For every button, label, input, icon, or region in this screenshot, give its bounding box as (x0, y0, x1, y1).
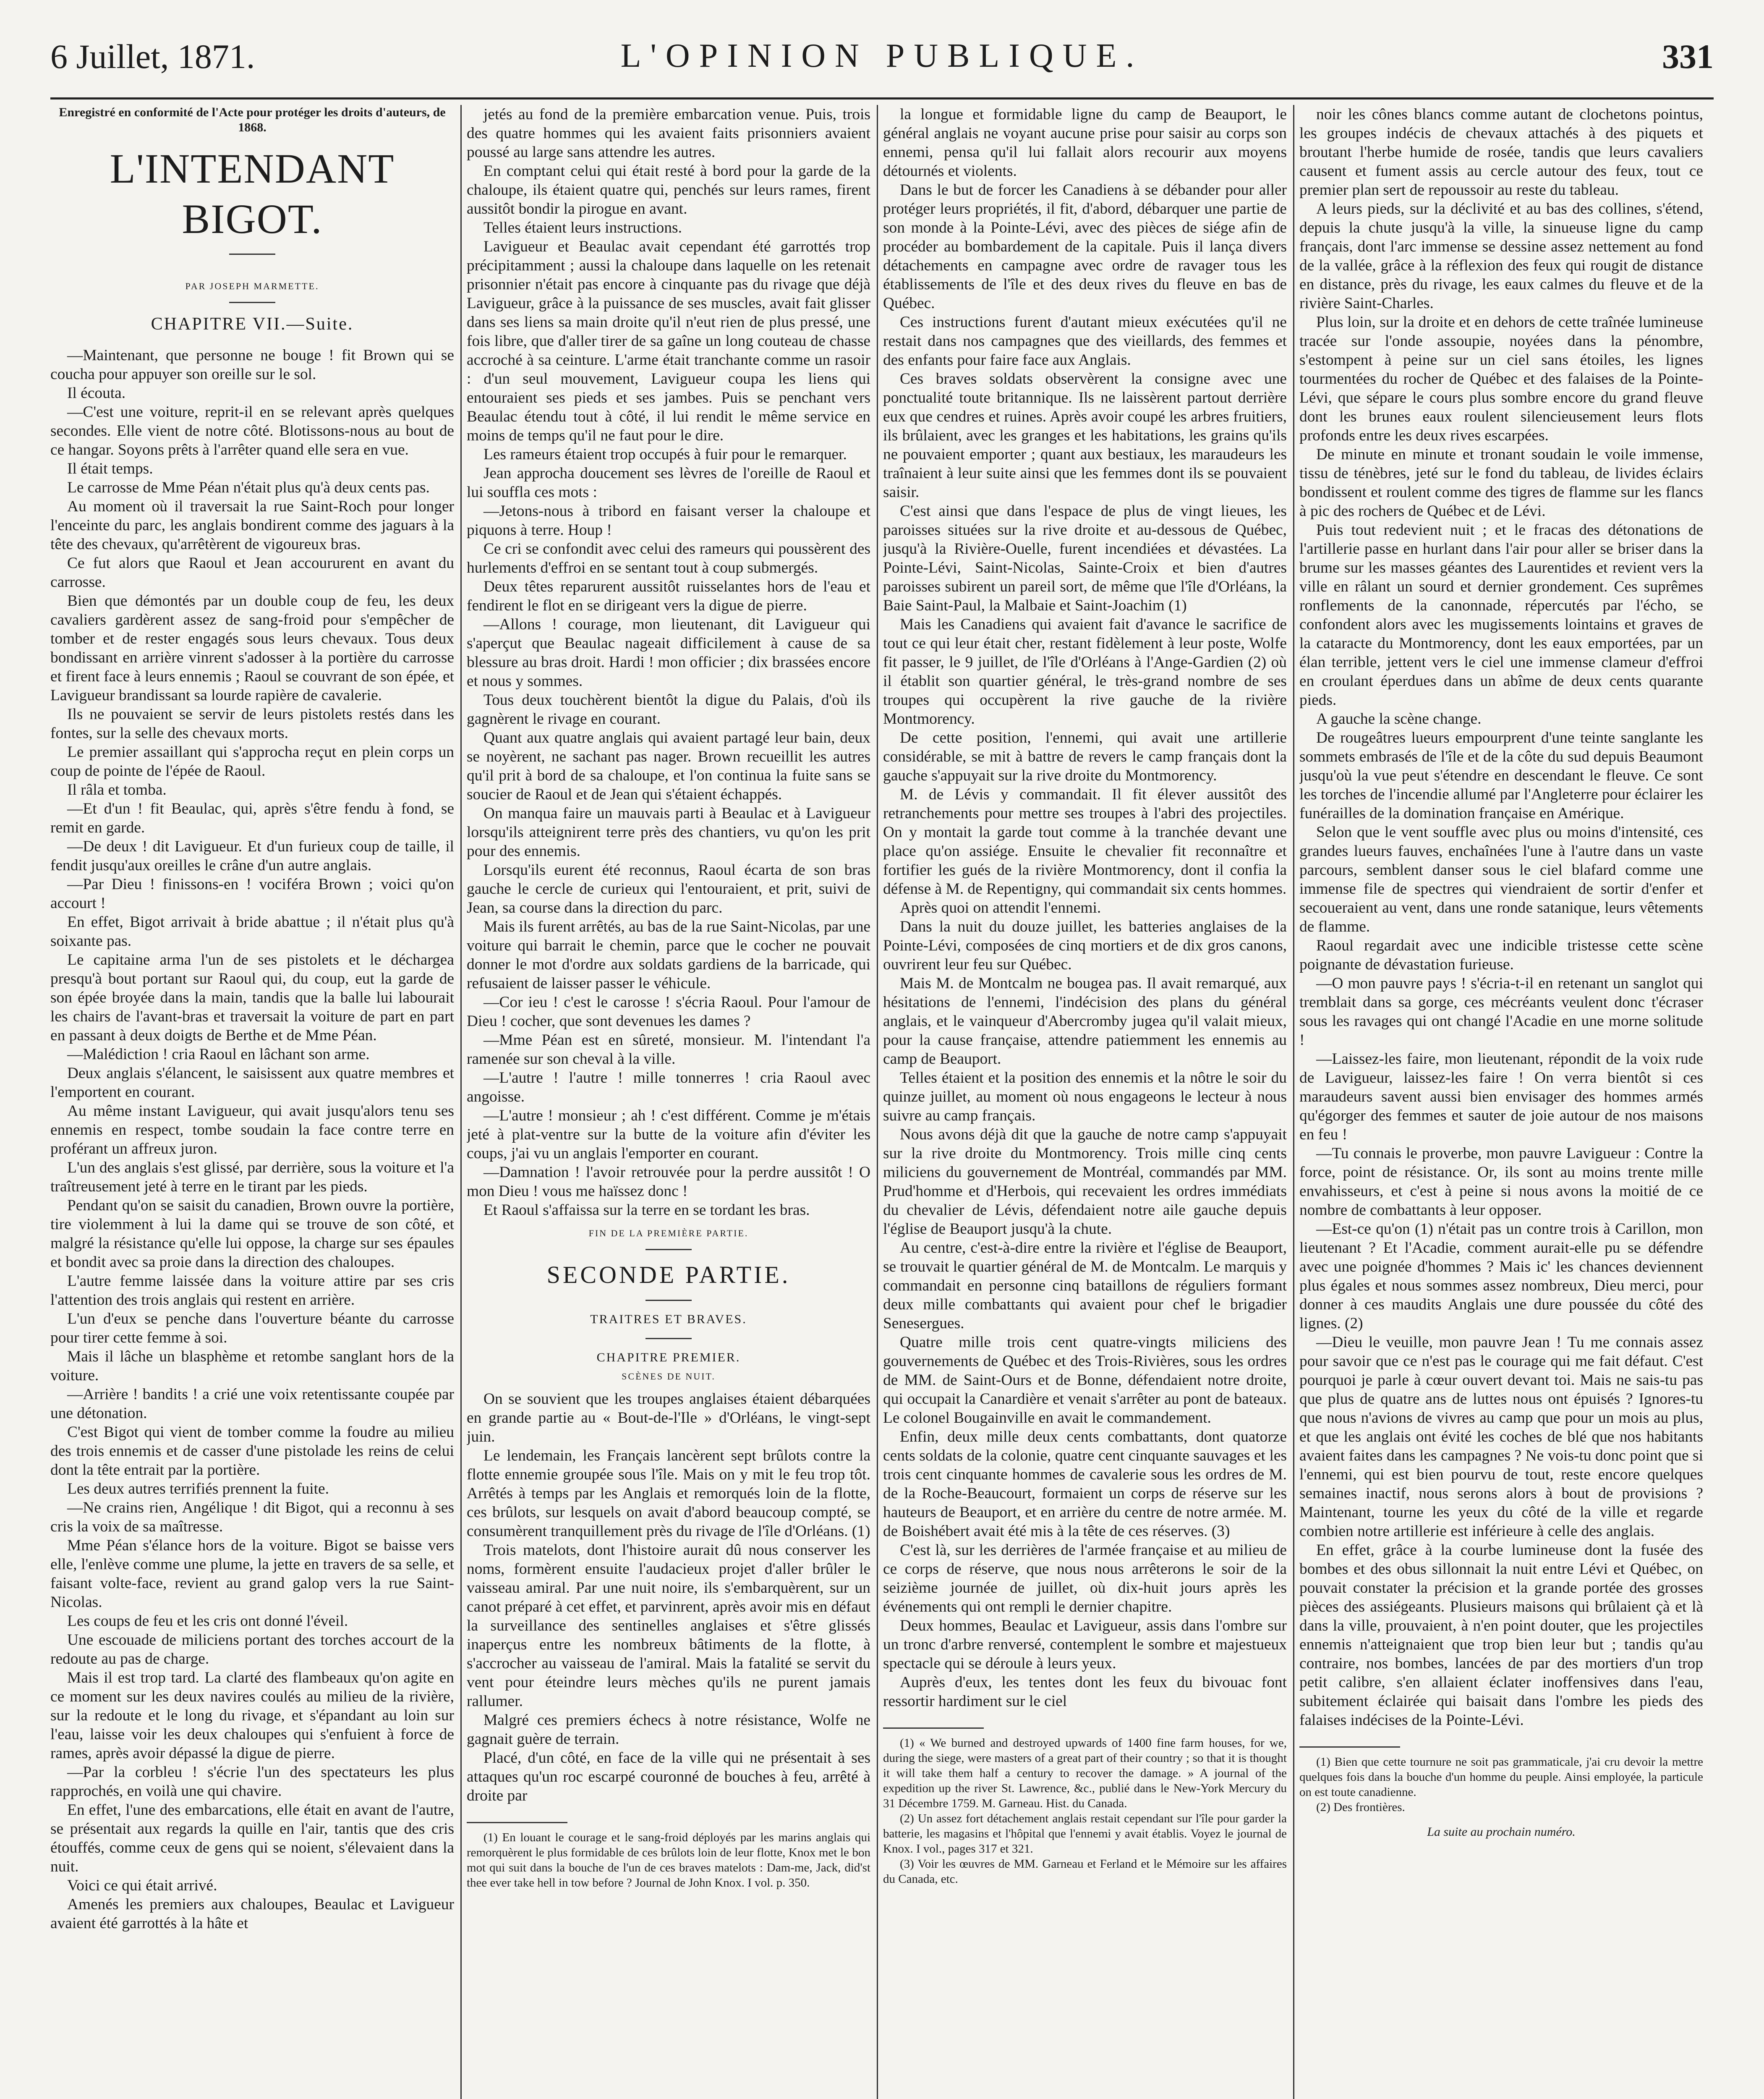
paragraph: Mais M. de Montcalm ne bougea pas. Il avait remarqué, aux hésitations de l'ennemi, l'indécision des plans du général anglais, et le vainqueur d'Abercromby jugea qu'il valait mieux, pour la cause française, attendre patiemment les ennemis au camp de Beauport. (883, 975, 1287, 1068)
paragraph: Ces braves soldats observèrent la consigne avec une ponctualité toute britannique. Ils ne laissèrent partout derrière eux que cendres et ruines. Après avoir coupé les arbres fruitiers, ils brûlaient, avec les granges et les habitations, les grains qu'ils ne pouvaient emporter ; quant aux bestiaux, les maraudeurs les traînaient à leur suite ainsi que les femmes dont ils se pouvaient saisir. (883, 370, 1287, 501)
column-2-text (467, 105, 870, 1220)
paragraph: —Et d'un ! fit Beaulac, qui, après s'être fendu à fond, se remit en garde. (50, 800, 454, 836)
paragraph: Malgré ces premiers échecs à notre résistance, Wolfe ne gagnait guère de terrain. (467, 1712, 870, 1748)
paragraph: Mme Péan s'élance hors de la voiture. Bigot se baisse vers elle, l'enlève comme une plume, la jette en travers de sa selle, et faisant volte-face, revient au grand galop vers la rue Saint-Nicolas. (50, 1537, 454, 1611)
paragraph: Le carrosse de Mme Péan n'était plus qu'à deux cents pas. (67, 479, 430, 496)
paragraph: De minute en minute et tronant soudain le voile immense, tissu de ténèbres, jeté sur le fond du tableau, de livides éclairs bondissent et roulent comme des tigres de flamme sur les flancs à pic des rochers de Québec et de Lévi. (1299, 446, 1703, 520)
paragraph: Deux hommes, Beaulac et Lavigueur, assis dans l'ombre sur un tronc d'arbre renversé, contemplent le sombre et majestueux spectacle qui se déroule à leurs yeux. (883, 1617, 1287, 1672)
paragraph: Puis tout redevient nuit ; et le fracas des détonations de l'artillerie passe en hurlant dans l'air pour aller se briser dans la brume sur les masses géantes des Laurentides et revient vers la ville en râlant un sourd et dernier grondement. Ces suprêmes ronflements de la canonnade, répercutés par l'écho, se confondent alors avec les mugissements lointains et graves de la cataracte du Montmorency, dont les eaux emportées, par un élan terrible, jettent vers le ciel une immense clameur d'effroi en croulant éperdues dans un abîme de deux cents quarante pieds. (1299, 521, 1703, 709)
paragraph: —Maintenant, que personne ne bouge ! fit Brown qui se coucha pour appuyer son oreille sur le sol. (50, 347, 454, 383)
end-of-part-one: FIN DE LA PREMIÈRE PARTIE. (588, 1228, 749, 1238)
chapter-heading: CHAPITRE VII.—Suite. (151, 314, 354, 334)
paragraph: Trois matelots, dont l'histoire aurait dû nous conserver les noms, formèrent ensuite l'audacieux projet d'aller brûler le vaisseau amiral. Par une nuit noire, ils s'embarquèrent, sur un canot préparé à cet effet, et parvinrent, après avoir mis en défaut la surveillance des sentinelles anglaises et s'être glissés inaperçus entre les nombreux bâtiments de la flotte, à s'accrocher au vaisseau de l'amiral. Mais la fatalité se servit du vent pour éteindre leurs mèches qu'ils ne purent jamais rallumer. (467, 1542, 870, 1710)
footnote: (2) Un assez fort détachement anglais restait cependant sur l'île pour garder la batterie, les magasins et l'hôpital que l'ennemi y avait établis. Voyez le journal de Knox. I vol., pages 317 et 321. (883, 1812, 1287, 1856)
paragraph: Raoul regardait avec une indicible tristesse cette scène poignante de dévastation furieuse. (1299, 937, 1703, 973)
paragraph: Auprès d'eux, les tentes dont les feux du bivouac font ressortir hardiment sur le ciel (883, 1674, 1287, 1710)
footnotes (883, 1735, 1287, 1887)
paragraph: Tous deux touchèrent bientôt la digue du Palais, d'où ils gagnèrent le rivage en courant. (467, 691, 870, 728)
paragraph: —L'autre ! l'autre ! mille tonnerres ! cria Raoul avec angoisse. (467, 1069, 870, 1105)
paragraph: Le premier assaillant qui s'approcha reçut en plein corps un coup de pointe de l'épée de Raoul. (50, 743, 454, 780)
newspaper-title: L'OPINION PUBLIQUE. (620, 37, 1144, 74)
paragraph: C'est Bigot qui vient de tomber comme la foudre au milieu des trois ennemis et de casser d'une pistolade les reins de celui dont la tête entrait par la portière. (50, 1424, 454, 1479)
paragraph: Telles étaient leurs instructions. (483, 219, 682, 236)
paragraph: En effet, grâce à la courbe lumineuse dont la fusée des bombes et des obus sillonnait la nuit entre Lévi et Québec, on pouvait constater la précision et la grande portée des grosses pièces des assiégeants. Plusieurs maisons qui brûlaient çà et là dans la ville, prouvaient, à n'en point douter, que les projectiles ennemis n'atteignaient que trop bien leur but ; tandis qu'au contraire, nos bombes, lancées de par des mortiers d'un trop petit calibre, s'en allaient éclater inoffensives dans l'eau, subitement éclairée qui baisait dans l'ombre les pieds des falaises indécises de la Pointe-Lévi. (1299, 1542, 1703, 1729)
paragraph: Et Raoul s'affaissa sur la terre en se tordant les bras. (483, 1201, 810, 1219)
footnote: (3) Voir les œuvres de MM. Garneau et Ferland et le Mémoire sur les affaires du Canada, etc. (883, 1857, 1287, 1886)
paragraph: Bien que démontés par un double coup de feu, les deux cavaliers gardèrent assez de sang-froid pour s'empêcher de tomber et de rester engagés sous leurs chevaux. Tous deux bondissant en arrière vinrent s'adosser à la portière du carrosse et firent face à leurs ennemis ; Raoul se couvrant de son épée, et Lavigueur brandissant sa lourde rapière de cavalerie. (50, 592, 454, 704)
column-divider (1293, 105, 1294, 2099)
paragraph: Il râla et tomba. (67, 781, 167, 798)
paragraph: Au moment où il traversait la rue Saint-Roch pour longer l'enceinte du parc, les anglais bondirent comme des jaguars à la tête des chevaux, qu'arrêtèrent de vigoureux bras. (50, 498, 454, 553)
paragraph: A leurs pieds, sur la déclivité et au bas des collines, s'étend, depuis la chute jusqu'à la ville, la sinueuse ligne du camp français, dont l'arc immense se dessine assez nettement au fond de la vallée, grâce à la réflexion des feux qui rougit de distance en distance, près du rivage, les eaux calmes du fleuve et de la rivière Saint-Charles. (1299, 200, 1703, 312)
paragraph: En comptant celui qui était resté à bord pour la garde de la chaloupe, ils étaient quatre qui, penchés sur leurs rames, firent aussitôt bondir la pirogue en avant. (467, 162, 870, 217)
paragraph: Au centre, c'est-à-dire entre la rivière et l'église de Beauport, se trouvait le quartier général de M. de Montcalm. Le marquis y commandait en personne cinq bataillons de réguliers formant deux mille combattants qui avaient pour chef le brigadier Senesergues. (883, 1239, 1287, 1332)
page-number: 331 (1662, 37, 1714, 76)
divider (229, 254, 275, 255)
paragraph: De rougeâtres lueurs empourprent d'une teinte sanglante les sommets embrasés de l'île et de la côte du sud depuis Beaumont jusqu'où la vue peut s'étendre en descendant le fleuve. Ce sont les torches de l'incendie allumé par l'Angleterre pour éclairer les funérailles de la domination française en Amérique. (1299, 729, 1703, 822)
continued-notice: La suite au prochain numéro. (1427, 1825, 1576, 1839)
paragraph: Mais il lâche un blasphème et retombe sanglant hors de la voiture. (50, 1348, 454, 1384)
paragraph: noir les cônes blancs comme autant de clochetons pointus, les groupes indécis de chevaux attachés à des piquets et broutant l'herbe humide de rosée, tandis que leurs cavaliers causent et fument assis au cercle autour des feux, tout ce premier plan sert de repoussoir au reste du tableau. (1299, 106, 1703, 199)
paragraph: Il écouta. (67, 385, 126, 402)
paragraph: Quatre mille trois cent quatre-vingts miliciens des gouvernements de Québec et des Trois-Rivières, sous les ordres de MM. de Saint-Ours et de Bonne, défendaient notre droite, qui occupait la Canardière et venait s'arrêter au pont de bateaux. Le colonel Bougainville en avait le commandement. (883, 1334, 1287, 1426)
paragraph: Le lendemain, les Français lancèrent sept brûlots contre la flotte ennemie groupée sous l'île. Mais on y mit le feu trop tôt. Arrêtés à temps par les Anglais et remorqués loin de la flotte, ces brûlots, sur lesquels on avait d'abord beaucoup compté, se consumèrent tranquillement près du rivage de l'île d'Orléans. (1) (467, 1447, 870, 1540)
paragraph: Telles étaient et la position des ennemis et la nôtre le soir du quinze juillet, au moment où nous engageons le lecteur à nous suivre au camp français. (883, 1069, 1287, 1124)
copyright-notice: Enregistré en conformité de l'Acte pour protéger les droits d'auteurs, de 1868. (59, 105, 446, 134)
paragraph: Les rameurs étaient trop occupés à fuir pour le remarquer. (483, 446, 847, 463)
paragraph: L'un des anglais s'est glissé, par derrière, sous la voiture et l'a traîtreusement jeté à terre en le tirant par les pieds. (50, 1159, 454, 1195)
paragraph: Nous avons déjà dit que la gauche de notre camp s'appuyait sur la rive droite du Montmorency. Trois mille cinq cents miliciens du gouvernement de Montréal, commandés par MM. Prud'homme et d'Herbois, qui recevaient les ordres immédiats du chevalier de Lévis, défendaient notre aile gauche depuis l'église de Beauport jusqu'à la chute. (883, 1126, 1287, 1238)
paragraph: —Malédiction ! cria Raoul en lâchant son arme. (67, 1046, 370, 1063)
paragraph: C'est ainsi que dans l'espace de plus de vingt lieues, les paroisses situées sur la rive droite et au-dessous de Québec, jusqu'à la Rivière-Ouelle, furent incendiées et dévastées. La Pointe-Lévi, Saint-Nicolas, Sainte-Croix et bien d'autres paroisses subirent un pareil sort, de même que l'île d'Orléans, la Baie Saint-Paul, la Malbaie et Saint-Joachim (1) (883, 503, 1287, 614)
paragraph: —Mme Péan est en sûreté, monsieur. M. l'intendant l'a ramenée sur son cheval à la ville. (467, 1031, 870, 1068)
divider (229, 302, 275, 303)
footnote: (1) Bien que cette tournure ne soit pas grammaticale, j'ai cru devoir la mettre quelques fois dans la bouche d'un homme du peuple. Ainsi employée, la particule on est toute canadienne. (1299, 1755, 1703, 1799)
footnote-rule (1299, 1746, 1400, 1748)
paragraph: Mais les Canadiens qui avaient fait d'avance le sacrifice de tout ce qui leur était cher, restant fidèlement à leur poste, Wolfe fit passer, le 9 juillet, de l'île d'Orléans à l'Ange-Gardien (2) où il établit son quartier général, le très-grand nombre de ses troupes qui occupèrent la rive gauche de la rivière Montmorency. (883, 616, 1287, 728)
paragraph: Mais il est trop tard. La clarté des flambeaux qu'on agite en ce moment sur les deux navires coulés au milieu de la rivière, sur la redoute et le long du rivage, et s'épandant au loin sur l'eau, laisse voir les deux chaloupes qui s'enfuient à force de rames, après avoir dépassé la digue de pierre. (50, 1669, 454, 1762)
paragraph: Voici ce qui était arrivé. (67, 1877, 217, 1894)
footnote: (1) En louant le courage et le sang-froid déployés par les marins anglais qui remorquèrent le plus formidable de ces brûlots loin de leur flotte, Knox met le bon mot qui suit dans la bouche de l'un de ces braves matelots : Dam-me, Jack, did'st thee ever take hell in tow before ? Journal de John Knox. I vol. p. 350. (467, 1831, 870, 1890)
paragraph: L'un d'eux se penche dans l'ouverture béante du carrosse pour tirer cette femme à soi. (50, 1310, 454, 1346)
paragraph: Amenés les premiers aux chaloupes, Beaulac et Lavigueur avaient été garrottés à la hâte et (50, 1896, 454, 1932)
paragraph: Les deux autres terrifiés prennent la fuite. (67, 1480, 329, 1497)
paragraph: —Laissez-les faire, mon lieutenant, répondit de la voix rude de Lavigueur, laissez-les faire ! On verra bientôt si ces maraudeurs savent aussi bien envisager des hommes armés qu'égorger des femmes et sauter de joie autour de nos maisons en feu ! (1299, 1050, 1703, 1143)
paragraph: On se souvient que les troupes anglaises étaient débarquées en grande partie au « Bout-de-l'Ile » d'Orléans, le vingt-sept juin. (467, 1390, 870, 1445)
issue-date: 6 Juillet, 1871. (50, 37, 255, 76)
footnotes (1299, 1754, 1703, 1815)
paragraph: —Par Dieu ! finissons-en ! vociféra Brown ; voici qu'on accourt ! (50, 876, 454, 912)
paragraph: Jean approcha doucement ses lèvres de l'oreille de Raoul et lui souffla ces mots : (467, 465, 870, 501)
paragraph: A gauche la scène change. (1316, 710, 1482, 728)
paragraph: Dans le but de forcer les Canadiens à se débander pour aller protéger leurs propriétés, il fit, d'abord, débarquer une partie de son monde à la Pointe-Lévi, avec des pièces de siége afin de procéder au bombardement de la capitale. Puis il lança divers détachements en campagne avec ordre de ravager tous les établissements de l'île et des deux rives du fleuve en bas de Québec. (883, 181, 1287, 312)
column-divider (877, 105, 878, 2099)
paragraph: De cette position, l'ennemi, qui avait une artillerie considérable, se mit à battre de revers le camp français dont la gauche s'appuyait sur la rive droite du Montmorency. (883, 729, 1287, 784)
paragraph: la longue et formidable ligne du camp de Beauport, le général anglais ne voyant aucune prise pour saisir au corps son ennemi, pensa qu'il lui fallait alors recourir aux moyens détournés et violents. (883, 106, 1287, 180)
paragraph: —De deux ! dit Lavigueur. Et d'un furieux coup de taille, il fendit jusqu'aux oreilles le crâne d'un autre anglais. (50, 838, 454, 874)
column-1-text (50, 346, 454, 1933)
paragraph: —Allons ! courage, mon lieutenant, dit Lavigueur qui s'aperçut que Beaulac nageait difficilement à cause de sa blessure au bras droit. Hardi ! mon officier ; dix brassées encore et nous y sommes. (467, 616, 870, 690)
paragraph: —Ne crains rien, Angélique ! dit Bigot, qui a reconnu à ses cris la voix de sa maîtresse. (50, 1499, 454, 1535)
paragraph: —Cor ieu ! c'est le carosse ! s'écria Raoul. Pour l'amour de Dieu ! cocher, que sont devenues les dames ? (467, 994, 870, 1030)
column-4 (1299, 105, 1703, 2099)
column-2-text-second-part (467, 1390, 870, 1805)
paragraph: En effet, l'une des embarcations, elle était en avant de l'autre, se présentait aux regards la quille en l'air, tantis que des cris étouffés, comme ceux de gens qui se noient, s'élevaient dans la nuit. (50, 1801, 454, 1875)
paragraph: Lavigueur et Beaulac avait cependant été garrottés trop précipitamment ; aussi la chaloupe dans laquelle on les retenait prisonnier n'était pas encore à cinquante pas du rivage que déjà Lavigueur, grâce à la puissance de ses muscles, avait fait glisser dans ses liens sa main droite qu'il n'eut rien de plus pressé, une fois libre, que d'aller tirer de sa gaîne un long couteau de chasse accroché à sa ceinture. L'arme était tranchante comme un rasoir : d'un seul mouvement, Lavigueur coupa les liens qui entouraient ses pieds et ses jambes. Puis se penchant vers Beaulac étendu tout à côté, il lui rendit le même service en moins de temps qu'il ne faut pour le dire. (467, 238, 870, 444)
paragraph: —Par la corbleu ! s'écrie l'un des spectateurs les plus rapprochés, en voilà une qui chavire. (50, 1764, 454, 1800)
footnotes (467, 1830, 870, 1890)
paragraph: Enfin, deux mille deux cents combattants, dont quatorze cents soldats de la colonie, quatre cent cinquante sauvages et les trois cent cinquante hommes de cavalerie sous les ordres de M. de la Roche-Beaucourt, formaient un corps de réserve sur les hauteurs de Beauport, et en arrière du centre de notre armée. M. de Boishébert avait été mis à la tête de ces réserves. (3) (883, 1428, 1287, 1540)
column-1 (50, 105, 454, 2099)
paragraph: Après quoi on attendit l'ennemi. (900, 899, 1101, 916)
column-divider (460, 105, 462, 2099)
paragraph: Ce fut alors que Raoul et Jean accoururent en avant du carrosse. (50, 555, 454, 591)
divider (645, 1338, 692, 1339)
paragraph: Ces instructions furent d'autant mieux exécutées qu'il ne restait dans nos campagnes que des vieillards, des femmes et des enfants pour faire face aux Anglais. (883, 314, 1287, 369)
part-subtitle: TRAITRES ET BRAVES. (590, 1312, 747, 1326)
column-3 (883, 105, 1287, 2099)
paragraph: En effet, Bigot arrivait à bride abattue ; il n'était plus qu'à soixante pas. (50, 913, 454, 950)
divider (645, 1249, 692, 1250)
paragraph: —Dieu le veuille, mon pauvre Jean ! Tu me connais assez pour savoir que ce n'est pas le courage qui me fait défaut. C'est pourquoi je parle à cœur ouvert devant toi. Mais ne sais-tu pas que plus de quatre ans de luttes nous ont épuisés ? Ignores-tu que nous n'avions de vivres au camp que pour un mois au plus, et que les anglais ont évité les coches de blé que nos habitants avaient faites dans les campagnes ? Ne vois-tu donc point que si l'ennemi, qui est bien pourvu de tout, reste encore quelques semaines inactif, nous serons alors à bout de provisions ? Maintenant, tourne les yeux du côté de la ville et regarde combien notre artillerie est inférieure à celle des anglais. (1299, 1334, 1703, 1540)
paragraph: Mais ils furent arrêtés, au bas de la rue Saint-Nicolas, par une voiture qui barrait le chemin, parce que le cocher ne pouvait donner le mot d'ordre aux soldats gardiens de la barricade, qui refusaient de laisser passer le véhicule. (467, 918, 870, 992)
paragraph: —Jetons-nous à tribord en faisant verser la chaloupe et piquons à terre. Houp ! (467, 503, 870, 539)
paragraph: Au même instant Lavigueur, qui avait jusqu'alors tenu ses ennemis en respect, tombe soudain la face contre terre en proférant un affreux juron. (50, 1102, 454, 1157)
footnote-rule (883, 1727, 984, 1729)
page-header (50, 37, 1714, 92)
paragraph: Ils ne pouvaient se servir de leurs pistolets restés dans les fontes, sur la selle des chevaux morts. (50, 706, 454, 742)
paragraph: M. de Lévis y commandait. Il fit élever aussitôt des retranchements pour mettre ses troupes à l'abri des projectiles. On y montait la garde tout comme à la tranchée devant une place qu'on assiége. Ensuite le chevalier fit reconnaître et fortifier les gués de la rivière Montmorency, dont il confia la défense à M. de Repentigny, qui commandait six cents hommes. (883, 786, 1287, 898)
paragraph: C'est là, sur les derrières de l'armée française et au milieu de ce corps de réserve, que nous nous arrêterons le soir de la seizième journée de juillet, où dix-huit jours après les événements qui ont rempli le dernier chapitre. (883, 1542, 1287, 1615)
paragraph: —L'autre ! monsieur ; ah ! c'est différent. Comme je m'étais jeté à plat-ventre sur la butte de la voiture afin d'éviter les coups, j'ai vu un anglais l'emporter en courant. (467, 1107, 870, 1162)
chapter-subtitle: SCÈNES DE NUIT. (622, 1371, 716, 1382)
paragraph: Pendant qu'on se saisit du canadien, Brown ouvre la portière, tire violemment à lui la dame qui se trouve de son côté, et malgré la résistance qu'elle lui oppose, la charge sur ses épaules et bondit avec sa proie dans la direction des chaloupes. (50, 1197, 454, 1271)
paragraph: —C'est une voiture, reprit-il en se relevant après quelques secondes. Elle vient de notre côté. Blotissons-nous au bout de ce hangar. Soyons prêts à l'arrêter quand elle sera en vue. (50, 403, 454, 458)
paragraph: Plus loin, sur la droite et en dehors de cette traînée lumineuse tracée sur l'onde assoupie, noyées dans la pénombre, s'estompent à peine sur un ciel sans étoiles, les lignes tourmentées du rocher de Québec et des falaises de la Pointe-Lévi, que sépare le cours plus sombre encore du grand fleuve dont les brunes eaux roulent silencieusement leurs flots profonds entre les deux rives escarpées. (1299, 314, 1703, 444)
paragraph: L'autre femme laissée dans la voiture attire par ses cris l'attention des trois anglais qui restent en arrière. (50, 1272, 454, 1309)
chapter-heading: CHAPITRE PREMIER. (596, 1350, 741, 1364)
footnote-rule (467, 1822, 567, 1823)
novel-title: L'INTENDANT BIGOT. (110, 145, 395, 242)
paragraph: Dans la nuit du douze juillet, les batteries anglaises de la Pointe-Lévi, composées de cinq mortiers et de dix gros canons, ouvrirent leur feu sur Québec. (883, 918, 1287, 973)
column-2 (467, 105, 870, 2099)
column-4-text (1299, 105, 1703, 1730)
divider (645, 1300, 692, 1301)
column-3-text (883, 105, 1287, 1711)
paragraph: Il était temps. (67, 460, 153, 477)
paragraph: —Tu connais le proverbe, mon pauvre Lavigueur : Contre la force, point de résistance. Or, ils sont au moins trente mille envahisseurs, et c'est à peine si nous avons la moitié de ce nombre de combattants à leur opposer. (1299, 1145, 1703, 1219)
footnote: (1) « We burned and destroyed upwards of 1400 fine farm houses, for we, during the siege, were masters of a great part of their country ; so that it is thought it will take them half a century to recover the damage. » A journal of the expedition up the river St. Lawrence, &c., publié dans le New-York Mercury du 31 Décembre 1759. M. Garneau. Hist. du Canada. (883, 1736, 1287, 1810)
paragraph: Le capitaine arma l'un de ses pistolets et le déchargea presqu'à bout portant sur Raoul qui, du coup, eut la garde de son épée broyée dans la main, tandis que la balle lui labourait les chairs de l'avant-bras et traversait la voiture de part en part en passant à deux doigts de Berthe et de Mme Péan. (50, 951, 454, 1044)
paragraph: Deux têtes reparurent aussitôt ruisselantes hors de l'eau et fendirent le flot en se dirigeant vers la digue de pierre. (467, 578, 870, 614)
paragraph: jetés au fond de la première embarcation venue. Puis, trois des quatre hommes qui les avaient faits prisonniers avaient poussé au large sans attendre les autres. (467, 106, 870, 161)
paragraph: Une escouade de miliciens portant des torches accourt de la redoute au pas de charge. (50, 1631, 454, 1667)
paragraph: —Est-ce qu'on (1) n'était pas un contre trois à Carillon, mon lieutenant ? Et l'Acadie, comment aurait-elle pu se défendre avec une poignée d'hommes ? Mais ic' les chances deviennent plus égales et nous sommes assez nombreux, Dieu merci, pour donner à ces maudits Anglais une dure poussée du côté des lignes. (2) (1299, 1220, 1703, 1332)
paragraph: Deux anglais s'élancent, le saisissent aux quatre membres et l'emportent en courant. (50, 1065, 454, 1101)
paragraph: Les coups de feu et les cris ont donné l'éveil. (67, 1612, 348, 1630)
paragraph: Ce cri se confondit avec celui des rameurs qui poussèrent des hurlements d'effroi en se sentant tout à coup submergés. (467, 540, 870, 576)
paragraph: —Arrière ! bandits ! a crié une voix retentissante coupée par une détonation. (50, 1386, 454, 1422)
footnote: (2) Des frontières. (1316, 1801, 1405, 1814)
paragraph: On manqua faire un mauvais parti à Beaulac et à Lavigueur lorsqu'ils atteignirent terre près des chantiers, vu qu'on les prit pour des ennemis. (467, 805, 870, 860)
header-rule (50, 97, 1714, 99)
part-title: SECONDE PARTIE. (546, 1261, 791, 1288)
paragraph: Lorsqu'ils eurent été reconnus, Raoul écarta de son bras gauche le cercle de curieux qui l'entouraient, et prit, suivi de Jean, sa course dans la direction du parc. (467, 861, 870, 916)
paragraph: —O mon pauvre pays ! s'écria-t-il en retenant un sanglot qui tremblait dans sa gorge, ces mécréants veulent donc t'écraser sous les ravages qui ont changé l'Acadie en une morne solitude ! (1299, 975, 1703, 1049)
author-line: PAR JOSEPH MARMETTE. (185, 281, 319, 291)
paragraph: Placé, d'un côté, en face de la ville qui ne présentait à ses attaques qu'un roc escarpé couronné de bouches à feu, arrêté à droite par (467, 1749, 870, 1804)
paragraph: —Damnation ! l'avoir retrouvée pour la perdre aussitôt ! O mon Dieu ! vous me haïssez donc ! (467, 1164, 870, 1200)
paragraph: Quant aux quatre anglais qui avaient partagé leur bain, deux se noyèrent, ne sachant pas nager. Brown recueillit les autres qu'il prit à bord de sa chaloupe, et l'on continua la fuite sans se soucier de Raoul et de Jean qui s'étaient échappés. (467, 729, 870, 803)
paragraph: Selon que le vent souffle avec plus ou moins d'intensité, ces grandes lueurs fauves, enchaînées l'une à l'autre dans un vaste parcours, semblent danser sous le ciel blafard comme une immense file de spectres qui viendraient de sortir d'enfer et secoueraient au vent, dans une ronde satanique, leurs vêtements de flamme. (1299, 824, 1703, 935)
